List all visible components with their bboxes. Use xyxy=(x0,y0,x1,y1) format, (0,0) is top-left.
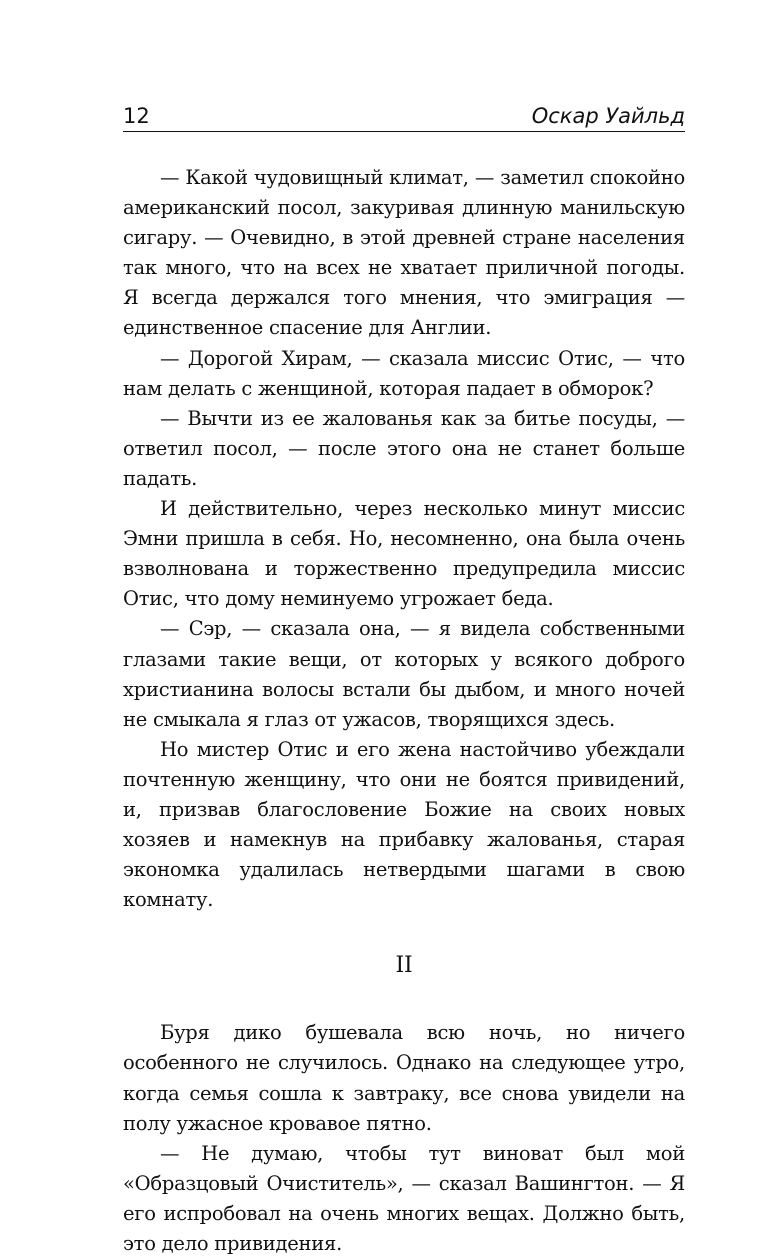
paragraph: — Не думаю, чтобы тут виноват был мой «Образцовый Очиститель», — сказал Вашингтон. — Я его испробовал на очень многих вещах. Должно быть, это дело привидения. xyxy=(123,1141,685,1255)
running-title: Оскар Уайльд xyxy=(531,104,685,128)
page-number: 12 xyxy=(123,104,150,128)
page-body xyxy=(123,163,685,1259)
paragraph: — Дорогой Хирам, — сказала миссис Отис, — что нам делать с женщиной, которая падает в обморок? xyxy=(123,346,685,400)
paragraph: И действительно, через несколько минут миссис Эмни пришла в себя. Но, несомненно, она была очень взволнована и торжественно предупредила миссис Отис, что дому неминуемо угрожает беда. xyxy=(123,497,685,611)
paragraph: — Вычти из ее жалованья как за битье посуды, — ответил посол, — после этого она не станет больше падать. xyxy=(123,406,685,490)
paragraph: — Сэр, — сказала она, — я видела собственными глазами такие вещи, от которых у всякого доброго христианина волосы встали бы дыбом, и много ночей не смыкала я глаз от ужасов, творящихся здесь. xyxy=(123,617,685,731)
page-header xyxy=(123,100,685,136)
header-rule xyxy=(123,131,685,132)
paragraph: — Какой чудовищный климат, — заметил спокойно американский посол, закуривая длинную манильскую сигару. — Очевидно, в этой древней стране населения так много, что на всех не хватает приличной погоды. Я всегда держался того мнения, что эмиграция — единственное спасение для Англии. xyxy=(123,166,685,340)
paragraph: Но мистер Отис и его жена настойчиво убеждали почтенную женщину, что они не боятся привидений, и, призвав благословение Божие на своих новых хозяев и намекнув на прибавку жалованья, старая экономка удалилась нетвердыми шагами в свою комнату. xyxy=(123,737,685,912)
paragraph: Буря дико бушевала всю ночь, но ничего особенного не случилось. Однако на следующее утро, когда семья сошла к завтраку, все снова увидели на полу ужасное кровавое пятно. xyxy=(123,1021,685,1135)
chapter-heading: II xyxy=(395,953,413,979)
